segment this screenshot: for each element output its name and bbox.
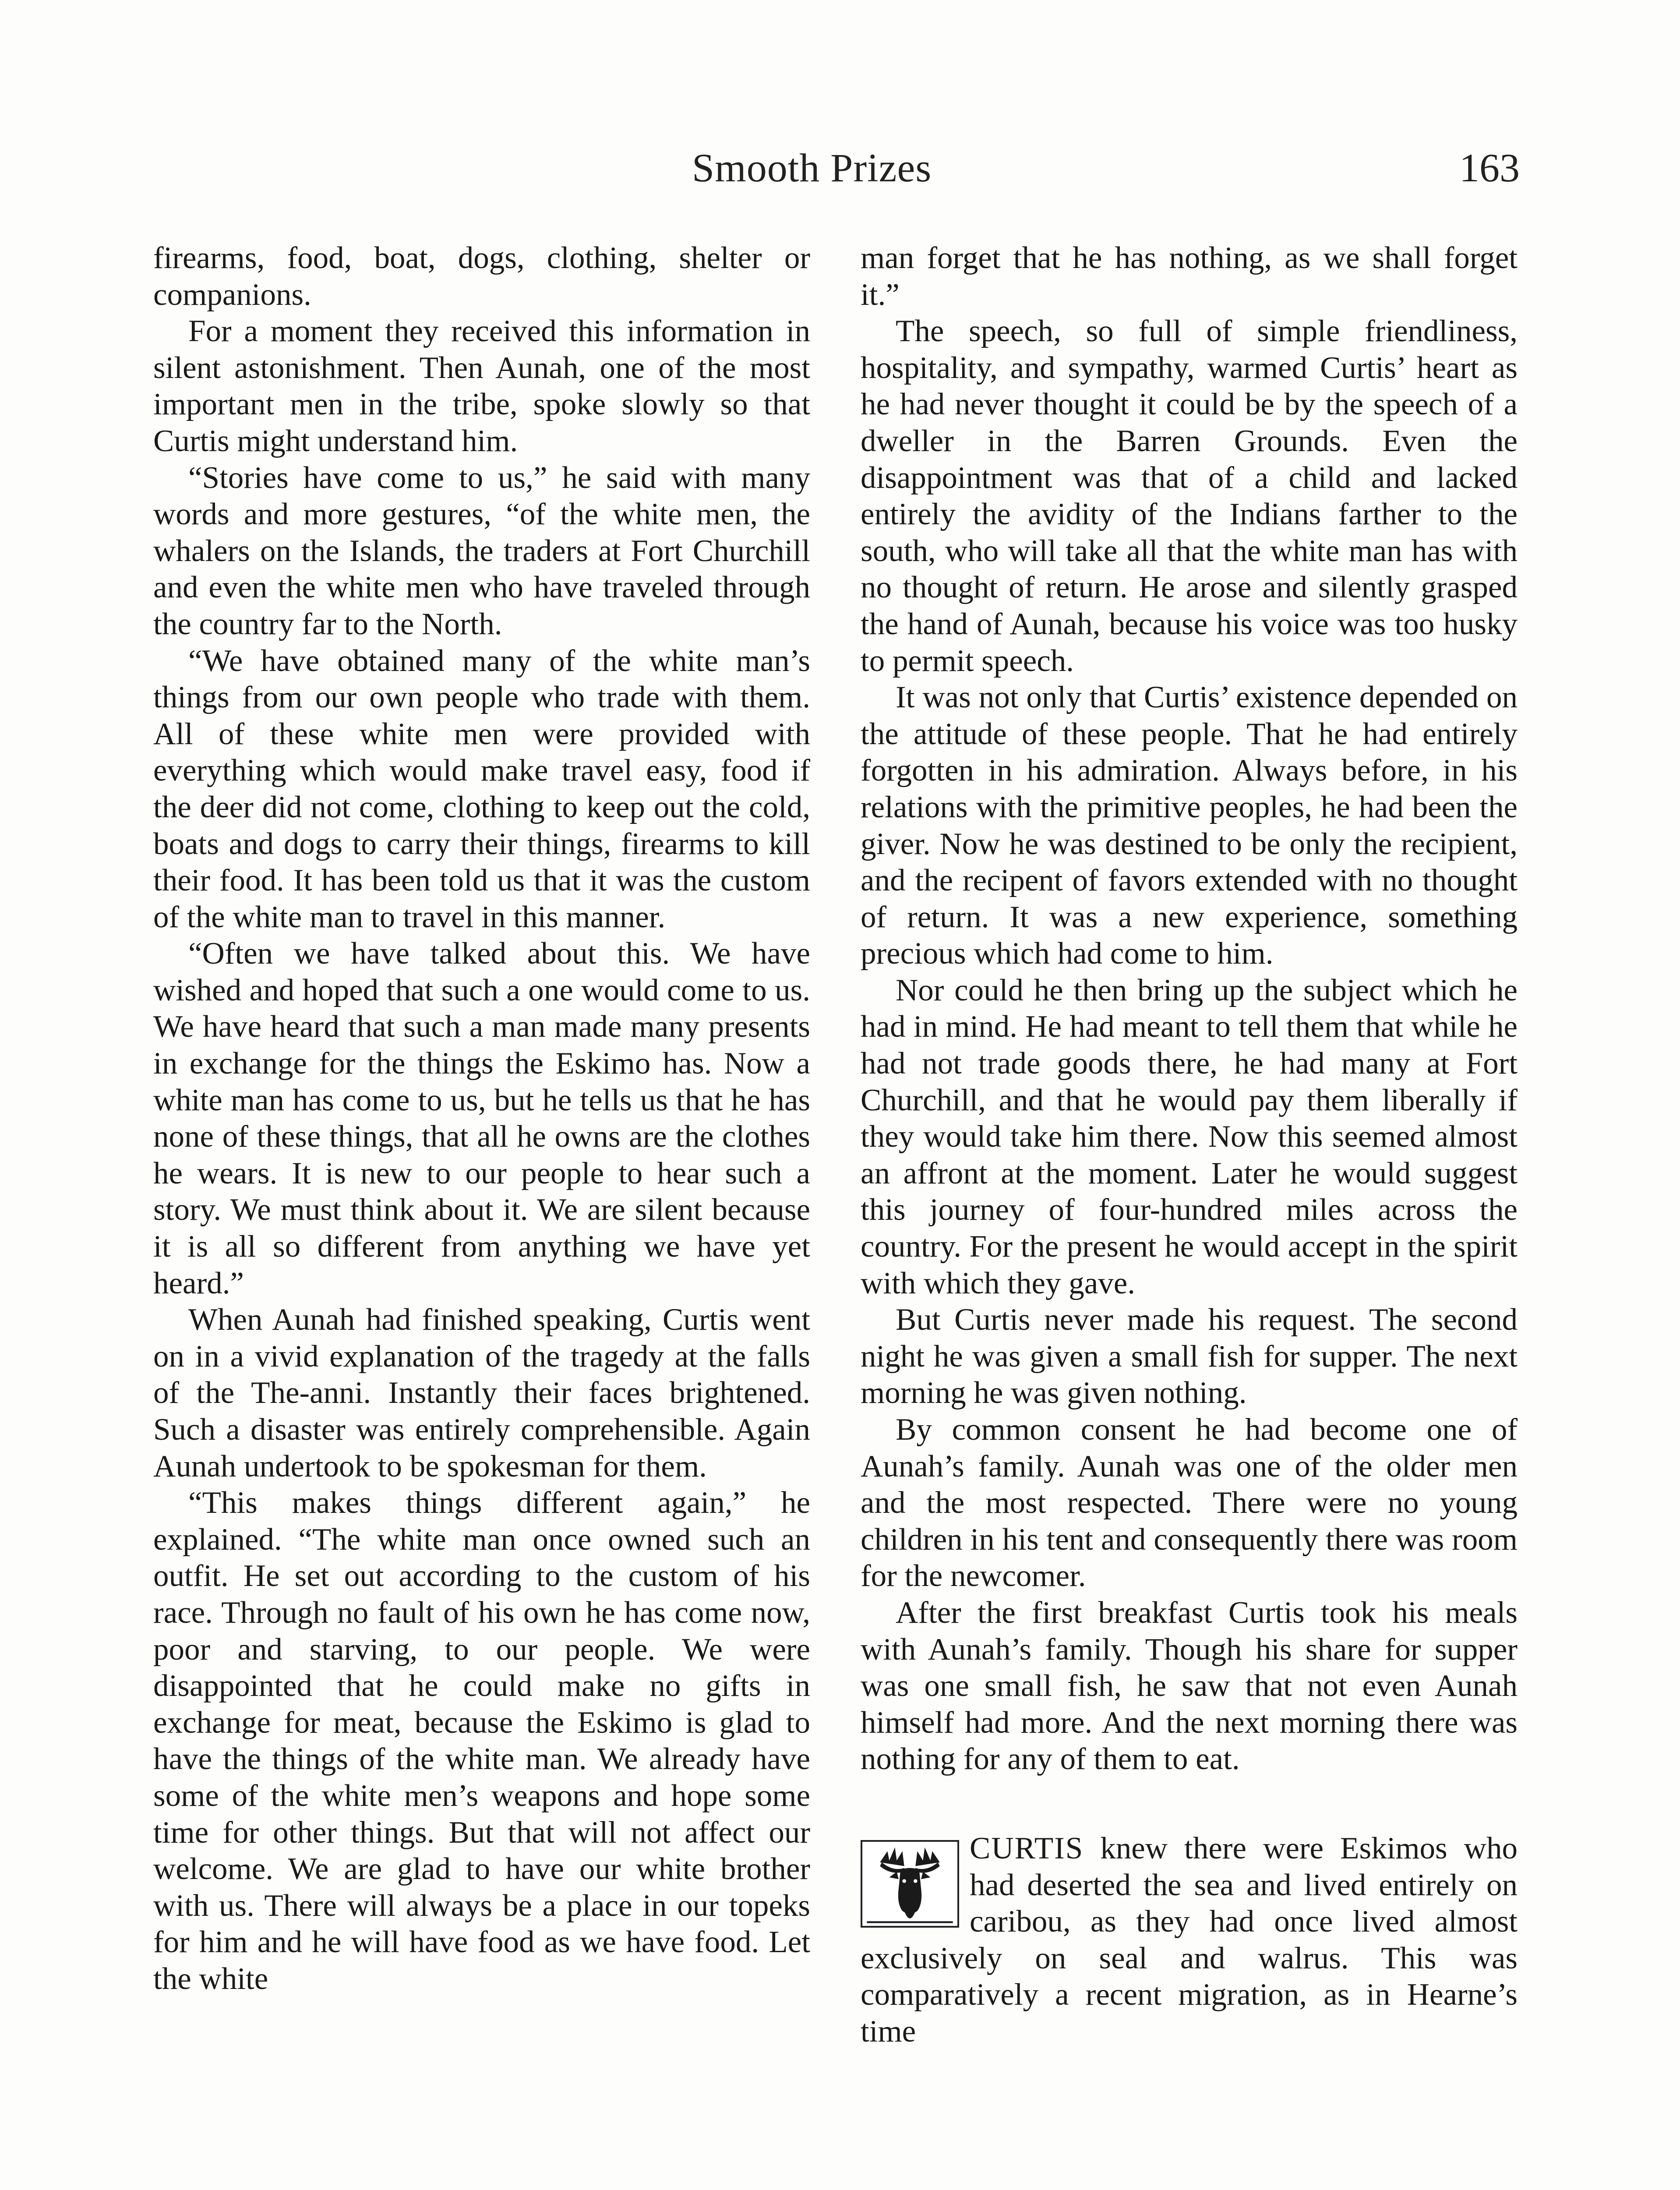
paragraph: “This makes things different again,” he explained. “The white man once owned such an outfit. He set out according to the custom of his race. Through no fault of his own he has come now, poor and starving, to our people. We were disappointed that he could make no gifts in exchange for meat, because the Eskimo is glad to have the things of the white man. We already have some of the white men’s weapons and hope some time for other things. But that will not affect our welcome. We are glad to have our white brother with us. There will always be a place in our topeks for him and he will have food as we have food. Let the white (153, 1486, 810, 1996)
paragraph: man forget that he has nothing, as we shall forget it.” (861, 241, 1518, 312)
paragraph: For a moment they received this information in silent astonishment. Then Aunah, one of the most important men in the tribe, spoke slowly so that Curtis might understand him. (153, 314, 810, 458)
section-lead-caps: CURTIS (970, 1831, 1084, 1865)
section-text: knew there were Eskimos who had deserted the sea and lived entirely on caribou, as they had once lived almost exclusively on seal and walrus. This was comparatively a recent migration, as in Hearne’s time (861, 1831, 1518, 2049)
paragraph: “We have obtained many of the white man’s things from our own people who trade with them. All of these white men were provided with everything which would make travel easy, food if the deer did not come, clothing to keep out the cold, boats and dogs to carry their things, firearms to kill their food. It has been told us that it was the custom of the white man to travel in this manner. (153, 643, 810, 934)
running-title: Smooth Prizes (692, 145, 932, 190)
moose-head-icon (861, 1840, 959, 1928)
paragraph: Nor could he then bring up the subject which he had in mind. He had meant to tell them that while he had not trade goods there, he had many at Fort Churchill, and that he would pay them liberally if they would take him there. Now this seemed almost an affront at the moment. Later he would suggest this journey of four-hundred miles across the country. For the present he would accept in the spirit with which they gave. (861, 973, 1518, 1300)
section-paragraph (861, 1830, 1518, 2050)
paragraph: firearms, food, boat, dogs, clothing, shelter or companions. (153, 241, 810, 312)
paragraph: But Curtis never made his request. The second night he was given a small fish for supper. The next morning he was given nothing. (861, 1303, 1518, 1410)
right-column (861, 240, 1518, 2050)
paragraph: By common consent he had become one of Aunah’s family. Aunah was one of the older men and the most respected. There were no young children in his tent and consequently there was room for the newcomer. (861, 1413, 1518, 1593)
paragraph: The speech, so full of simple friendliness, hospitality, and sympathy, warmed Curtis’ heart as he had never thought it could be by the speech of a dweller in the Barren Grounds. Even the disappointment was that of a child and lacked entirely the avidity of the Indians farther to the south, who will take all that the white man has with no thought of return. He arose and silently grasped the hand of Aunah, because his voice was too husky to permit speech. (861, 314, 1518, 678)
paragraph: It was not only that Curtis’ existence depended on the attitude of these people. That he had entirely forgotten in his admiration. Always before, in his relations with the primitive peoples, he had been the giver. Now he was destined to be only the recipient, and the recipent of favors extended with no thought of return. It was a new experience, something precious which had come to him. (861, 680, 1518, 971)
paragraph: After the first breakfast Curtis took his meals with Aunah’s family. Though his share for supper was one small fish, he saw that not even Aunah himself had more. And the next morning there was nothing for any of them to eat. (861, 1595, 1518, 1777)
paragraph: “Stories have come to us,” he said with many words and more gestures, “of the white men, the whalers on the Islands, the traders at Fort Churchill and even the white men who have traveled through the country far to the North. (153, 460, 810, 641)
paragraph: When Aunah had finished speaking, Curtis went on in a vivid explanation of the tragedy at the falls of the The-anni. Instantly their faces brightened. Such a disaster was entirely comprehensible. Again Aunah undertook to be spokesman for them. (153, 1303, 810, 1484)
paragraph: “Often we have talked about this. We have wished and hoped that such a one would come to us. We have heard that such a man made many presents in exchange for the things the Eskimo has. Now a white man has come to us, but he tells us that he has none of these things, that all he owns are the clothes he wears. It is new to our people to hear such a story. We must think about it. We are silent because it is all so different from anything we have yet heard.” (153, 936, 810, 1300)
page-number: 163 (1459, 145, 1520, 190)
left-column (153, 240, 810, 1998)
